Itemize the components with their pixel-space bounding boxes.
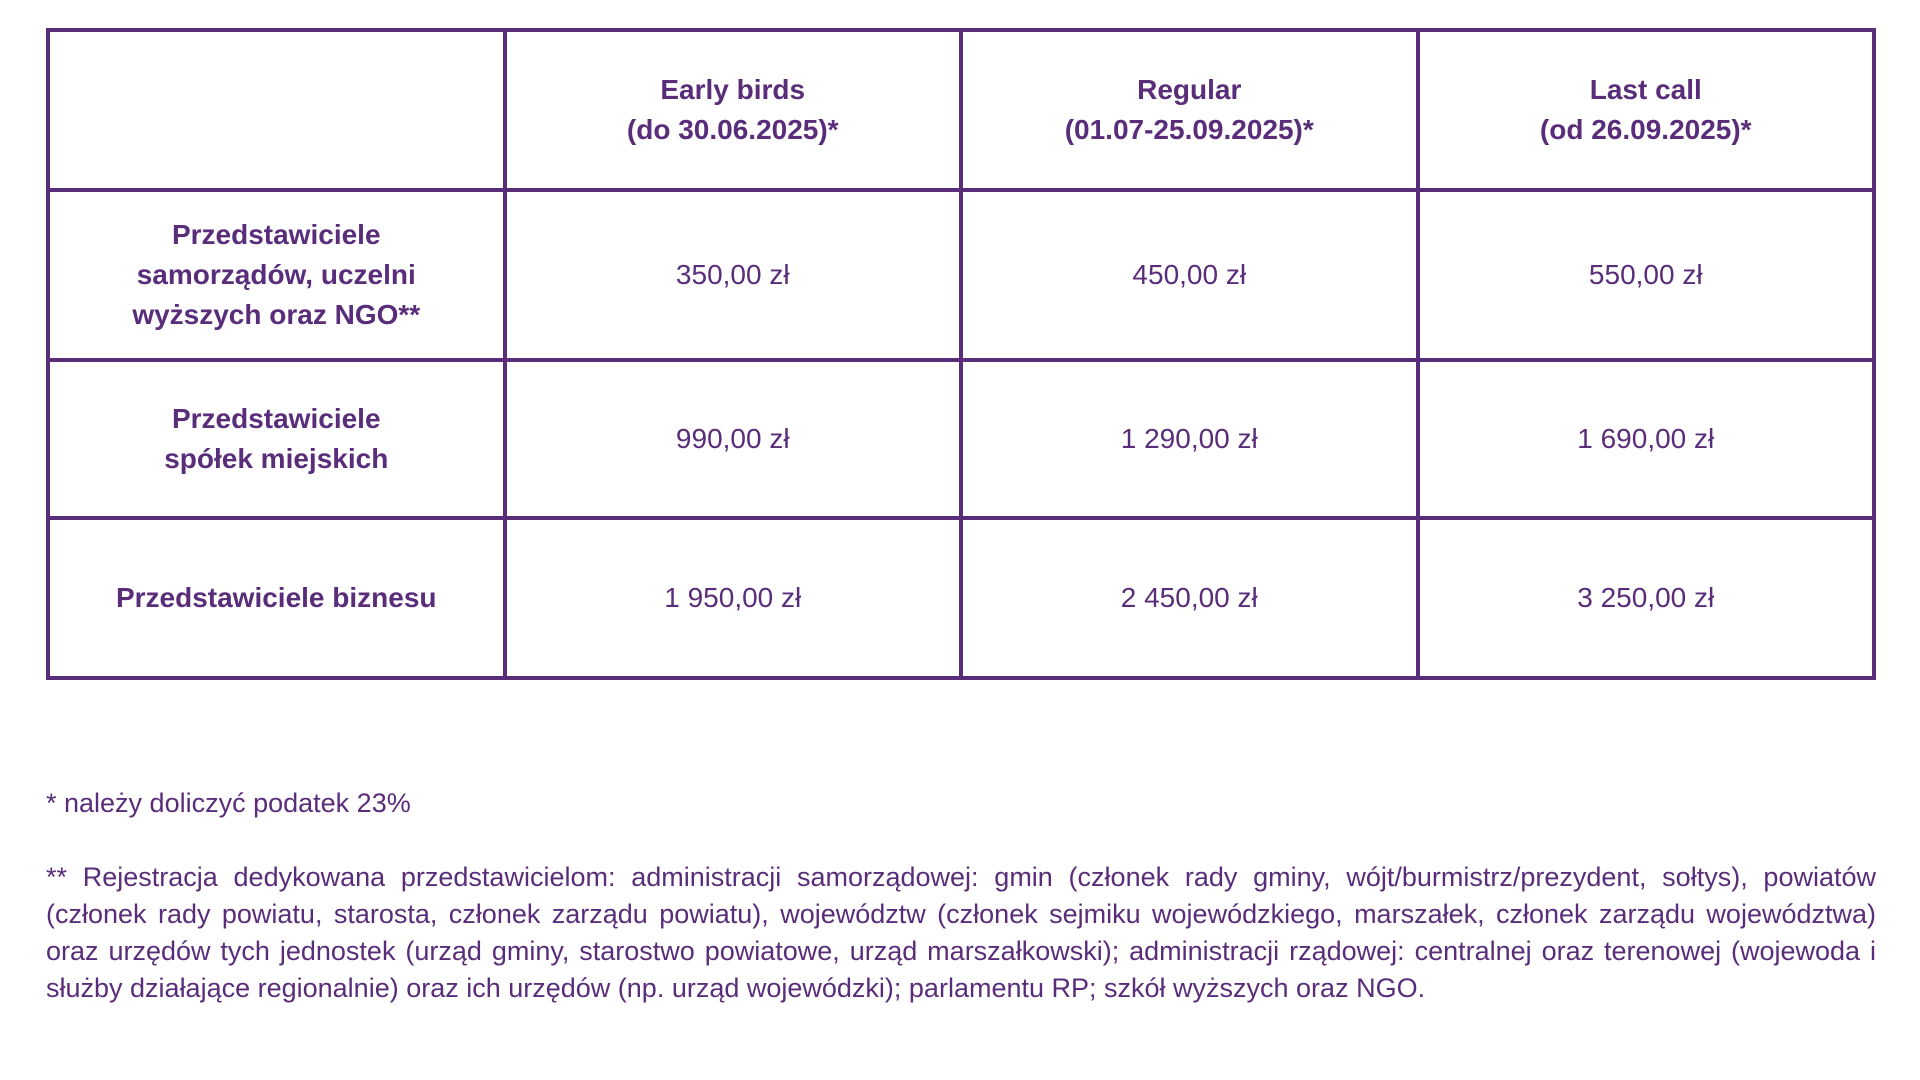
row-label-line: wyższych oraz NGO** xyxy=(132,299,421,330)
price-regular: 1 290,00 zł xyxy=(961,360,1418,518)
header-early-birds xyxy=(505,30,962,190)
tax-footnote: * należy doliczyć podatek 23% xyxy=(46,788,411,818)
pricing-table xyxy=(46,28,1876,680)
registration-footnote: ** Rejestracja dedykowana przedstawicielom: administracji samorządowej: gmin (członek rady gminy, wójt/burmistrz/prezydent, sołtys), powiatów (członek rady powiatu, starosta, członek zarządu powiatu), województw (członek sejmiku wojewódzkiego, marszałek, członek zarządu województwa) oraz urzędów tych jednostek (urząd gminy, starostwo powiatowe, urząd marszałkowski); administracji rządowej: centralnej oraz terenowej (wojewoda i służby działające regionalnie) oraz ich urzędów (np. urząd wojewódzki); parlamentu RP; szkół wyższych oraz NGO. xyxy=(46,862,1876,1003)
row-label-line: spółek miejskich xyxy=(164,443,389,474)
header-early-birds-dates: (do 30.06.2025)* xyxy=(626,114,839,145)
header-regular-title: Regular xyxy=(1137,74,1242,105)
price-early-birds: 990,00 zł xyxy=(505,360,962,518)
price-regular: 450,00 zł xyxy=(961,190,1418,360)
header-last-call xyxy=(1418,30,1875,190)
row-label-biznes xyxy=(48,518,505,678)
table-header-row xyxy=(48,30,1874,190)
table-row xyxy=(48,360,1874,518)
price-last-call: 1 690,00 zł xyxy=(1418,360,1875,518)
header-regular xyxy=(961,30,1418,190)
header-regular-dates: (01.07-25.09.2025)* xyxy=(1064,114,1314,145)
price-early-birds: 350,00 zł xyxy=(505,190,962,360)
table-row xyxy=(48,518,1874,678)
row-label-line: samorządów, uczelni xyxy=(136,259,416,290)
header-empty-cell xyxy=(48,30,505,190)
header-last-call-title: Last call xyxy=(1589,74,1702,105)
footnotes xyxy=(46,785,1876,1007)
table-row xyxy=(48,190,1874,360)
header-last-call-dates: (od 26.09.2025)* xyxy=(1539,114,1752,145)
row-label-samorzady xyxy=(48,190,505,360)
row-label-line: Przedstawiciele biznesu xyxy=(115,582,437,613)
row-label-line: Przedstawiciele xyxy=(171,403,381,434)
price-last-call: 3 250,00 zł xyxy=(1418,518,1875,678)
row-label-line: Przedstawiciele xyxy=(171,219,381,250)
row-label-spolki xyxy=(48,360,505,518)
header-early-birds-title: Early birds xyxy=(660,74,806,105)
price-regular: 2 450,00 zł xyxy=(961,518,1418,678)
price-early-birds: 1 950,00 zł xyxy=(505,518,962,678)
price-last-call: 550,00 zł xyxy=(1418,190,1875,360)
